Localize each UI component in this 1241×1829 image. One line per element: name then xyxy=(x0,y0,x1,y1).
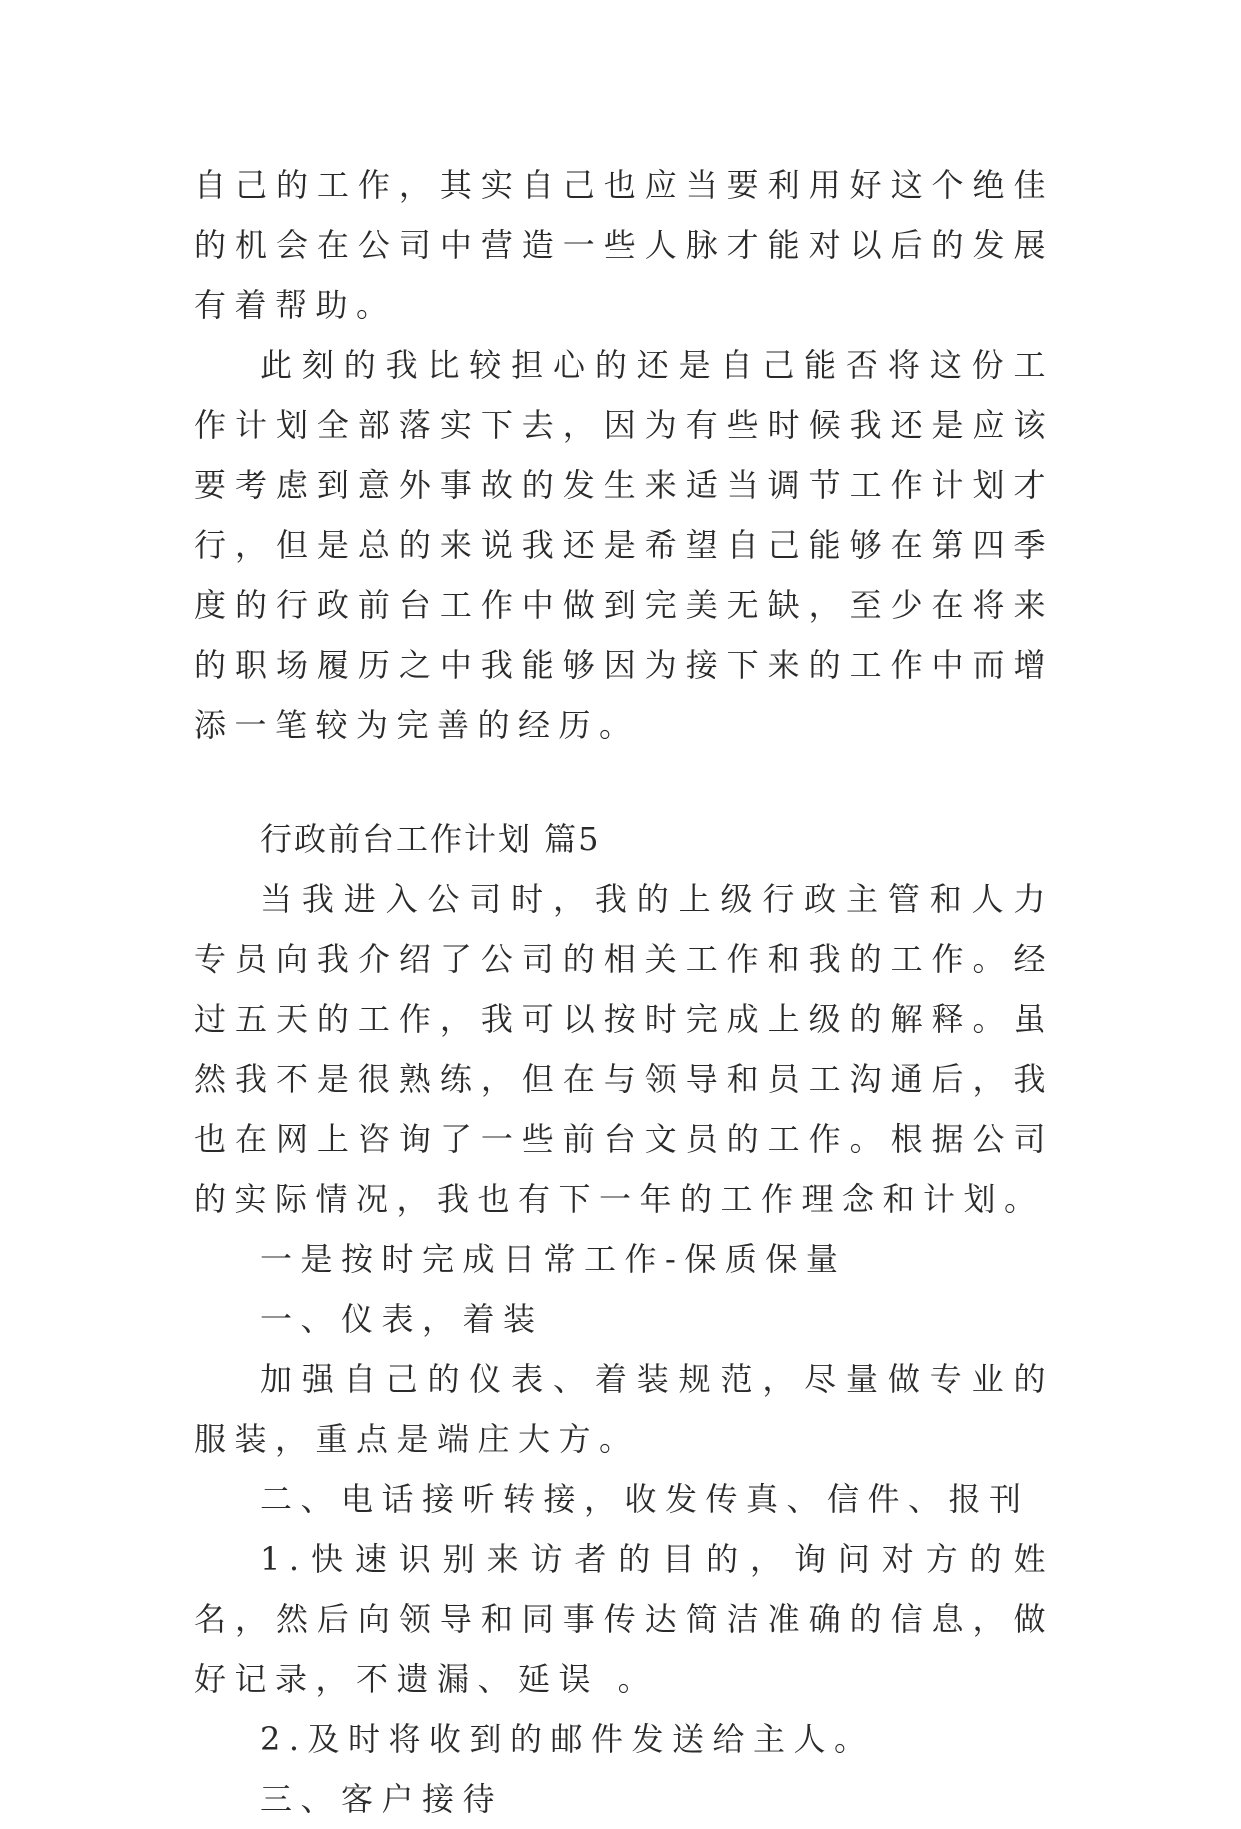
document-body xyxy=(194,155,1054,1829)
paragraph: 当我进入公司时，我的上级行政主管和人力专员向我介绍了公司的相关工作和我的工作。经过五天的工作，我可以按时完成上级的解释。虽然我不是很熟练，但在与领导和员工沟通后，我也在网上咨询了一些前台文员的工作。根据公司的实际情况，我也有下一年的工作理念和计划。 xyxy=(194,880,1054,1218)
paragraph: 三、客户接待 xyxy=(260,1780,504,1818)
paragraph: 一是按时完成日常工作-保质保量 xyxy=(260,1240,847,1278)
section-spacer xyxy=(194,755,1054,809)
paragraph: 1.快速识别来访者的目的，询问对方的姓名，然后向领导和同事传达简洁准确的信息，做好记录，不遗漏、延误 。 xyxy=(194,1540,1054,1698)
paragraph: 二、电话接听转接，收发传真、信件、报刊 xyxy=(260,1480,1030,1518)
section-title: 行政前台工作计划 篇5 xyxy=(260,820,601,858)
paragraph: 自己的工作，其实自己也应当要利用好这个绝佳的机会在公司中营造一些人脉才能对以后的发展有着帮助。 xyxy=(194,166,1054,324)
paragraph: 此刻的我比较担心的还是自己能否将这份工作计划全部落实下去，因为有些时候我还是应该要考虑到意外事故的发生来适当调节工作计划才行，但是总的来说我还是希望自己能够在第四季度的行政前台工作中做到完美无缺，至少在将来的职场履历之中我能够因为接下来的工作中而增添一笔较为完善的经历。 xyxy=(194,346,1054,744)
paragraph: 2.及时将收到的邮件发送给主人。 xyxy=(260,1720,875,1758)
paragraph: 加强自己的仪表、着装规范，尽量做专业的服装，重点是端庄大方。 xyxy=(194,1360,1054,1458)
paragraph: 一、仪表，着装 xyxy=(260,1300,544,1338)
